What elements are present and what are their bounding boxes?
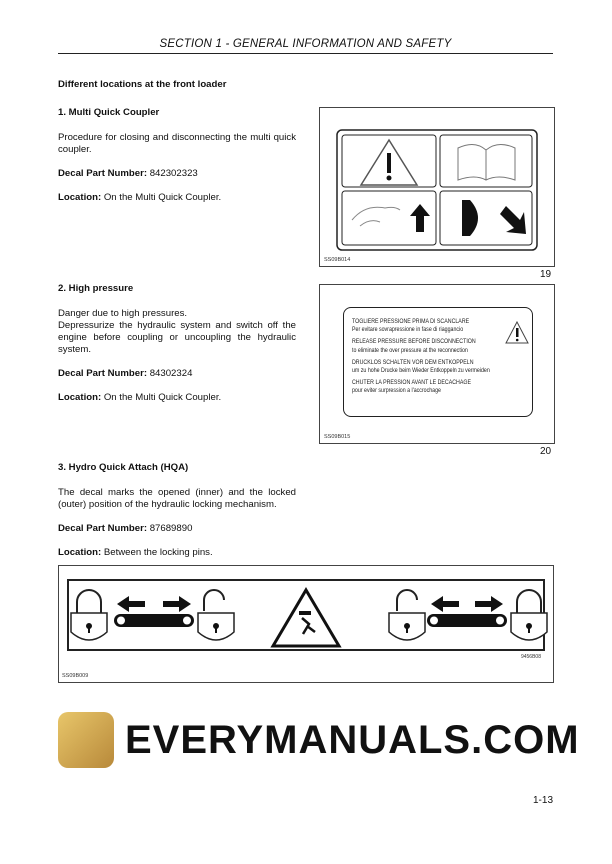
figure-code: SS09B009	[62, 673, 89, 679]
manual-book-icon	[458, 144, 515, 180]
decal-line: TOGLIERE PRESSIONE PRIMA DI SCANCLARE	[352, 318, 470, 325]
decal-line: to eliminate the over pressure at the reconnection	[352, 346, 468, 354]
locked-padlock-icon	[71, 590, 107, 640]
decal-line: um zu hohe Drucke beim Wieder Entkoppeln zu vermeiden	[352, 367, 490, 375]
warning-triangle-icon	[504, 320, 530, 346]
part-number: 87689890	[149, 523, 193, 534]
section-1	[58, 107, 296, 204]
hqa-decal-illustration	[59, 566, 553, 682]
section-title: 2. High pressure	[58, 283, 134, 294]
page-number: 1-13	[532, 795, 553, 806]
figure-code: SS09B014	[324, 257, 351, 263]
location-label: Location:	[58, 392, 102, 403]
section-description: The decal marks the opened (inner) and the locked (outer) position of the hydraulic locking mechanism.	[58, 487, 296, 510]
location-value: Between the locking pins.	[103, 547, 213, 558]
figure-number: 19	[540, 269, 552, 280]
unlocked-padlock-icon	[389, 590, 425, 640]
location-label: Location:	[58, 547, 102, 558]
figure-19-multi-quick-coupler-decal	[319, 107, 555, 267]
figure-20-high-pressure-decal	[319, 284, 555, 444]
section-2	[58, 283, 296, 404]
part-label: Decal Part Number:	[58, 523, 148, 534]
part-label: Decal Part Number:	[58, 168, 148, 179]
unlocked-padlock-icon	[198, 590, 234, 640]
part-number: 84302324	[149, 368, 193, 379]
section-3	[58, 462, 296, 559]
watermark-logo	[58, 712, 114, 768]
decal-line: CHUTER LA PRESSION AVANT LE DECACHAGE	[352, 379, 472, 387]
double-arrow-icon	[431, 596, 503, 612]
section-title: 1. Multi Quick Coupler	[58, 107, 160, 118]
figure-hqa-decal	[58, 565, 554, 683]
coupler-decal-illustration	[320, 108, 554, 266]
section-header: SECTION 1 - GENERAL INFORMATION AND SAFETY	[159, 38, 452, 50]
part-label: Decal Part Number:	[58, 368, 148, 379]
location-value: On the Multi Quick Coupler.	[103, 192, 222, 203]
locking-pin-bar	[427, 614, 507, 627]
decal-line: Per evitare sovrapressione in fase di riaggancio	[352, 326, 464, 334]
hand-icon	[352, 207, 400, 226]
decal-line: pour eviter surpression a l'accrochage	[352, 387, 441, 395]
decal-line: RELEASE PRESSURE BEFORE DISCONNECTION	[352, 338, 476, 346]
arrow-down-right-icon	[500, 206, 526, 234]
warning-triangle-icon	[361, 140, 417, 185]
decal-line: DRUCKLOS SCHALTEN VOR DEM ENTKOPPELN	[352, 358, 474, 366]
double-arrow-icon	[117, 596, 191, 612]
figure-code: SS09B015	[324, 434, 351, 440]
part-number: 842302323	[149, 168, 198, 179]
locked-padlock-icon	[511, 590, 547, 640]
decal-code: 9456B08	[520, 654, 541, 660]
pressure-decal	[343, 307, 533, 417]
page-heading: Different locations at the front loader	[58, 79, 227, 90]
arrow-up-icon	[410, 204, 430, 232]
coupler-disconnect-icon	[462, 200, 478, 236]
location-label: Location:	[58, 192, 102, 203]
decal-text	[352, 318, 490, 396]
section-description: Procedure for closing and disconnecting the multi quick coupler.	[58, 132, 296, 155]
figure-number: 20	[540, 446, 552, 457]
watermark-text: EVERYMANUALS.COM	[125, 718, 580, 762]
crush-hazard-warning-icon	[273, 590, 339, 646]
location-value: On the Multi Quick Coupler.	[103, 392, 222, 403]
section-description: Danger due to high pressures. Depressurize the hydraulic system and switch off the engine before coupling or uncoupling the hydraulic system.	[58, 308, 296, 355]
section-title: 3. Hydro Quick Attach (HQA)	[58, 462, 189, 473]
header-rule	[58, 53, 553, 54]
locking-pin-bar	[114, 614, 194, 627]
